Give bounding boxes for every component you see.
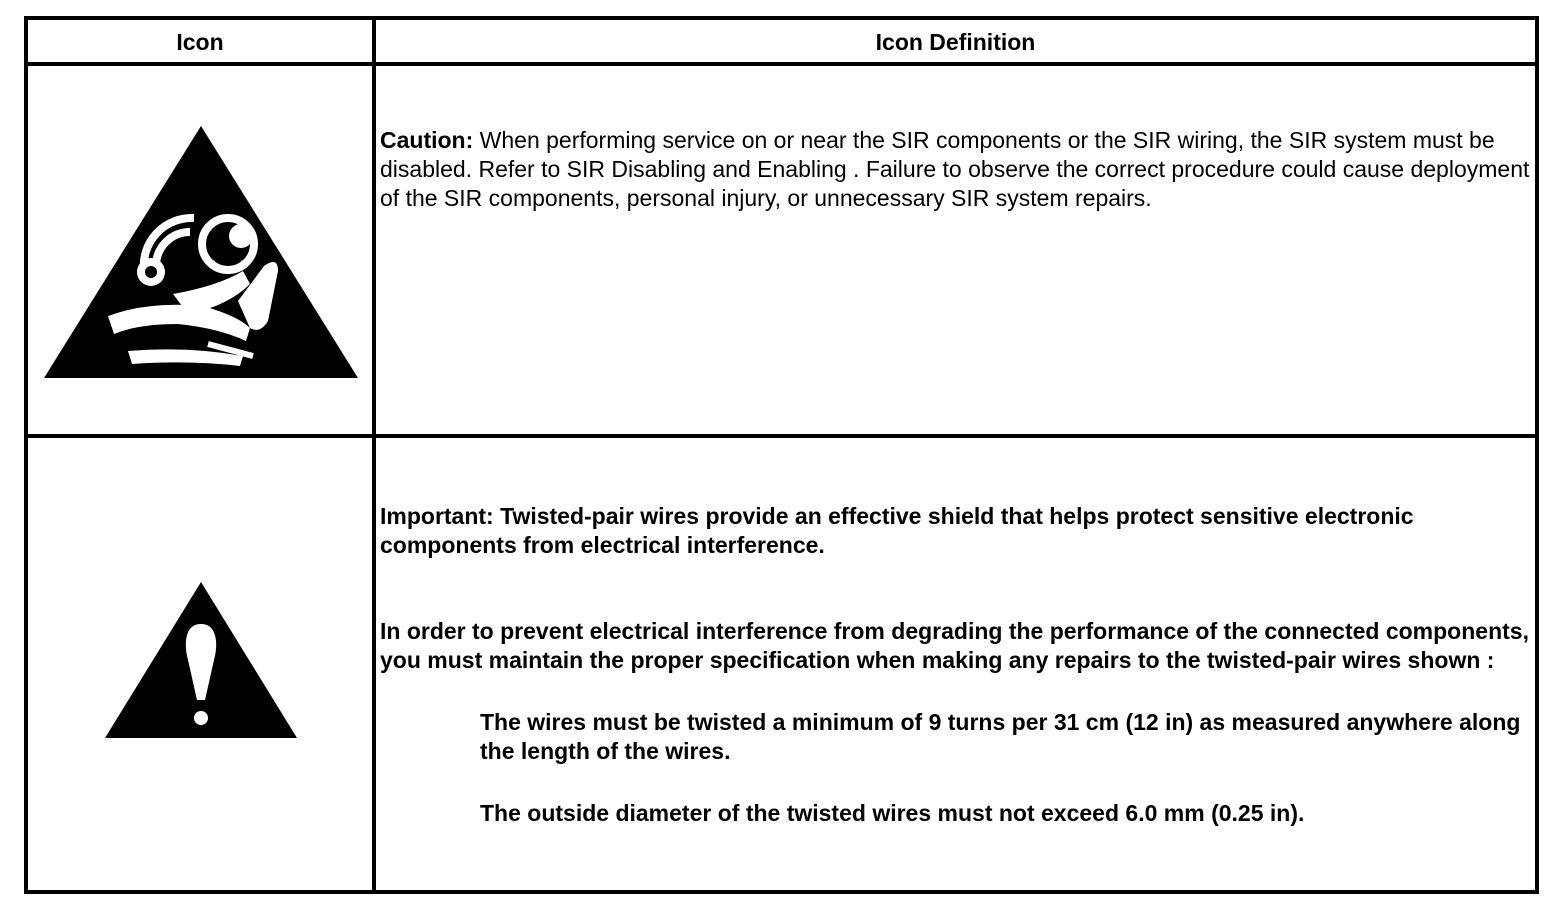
table-row-caution-icon-cell [28, 66, 372, 434]
exclamation-warning-icon [28, 438, 372, 894]
caution-text: When performing service on or near the SIR components or the SIR wiring, the SIR system must be disabled. Refer to SIR Disabling and Enabling . Failure to observe the correct procedure could cause deployment of the SIR components, personal injury, or unnecessary SIR system repairs. [380, 127, 1530, 211]
header-icon-column: Icon [176, 29, 224, 55]
sir-airbag-caution-icon [28, 66, 372, 434]
spec-item-2: The outside diameter of the twisted wires must not exceed 6.0 mm (0.25 in). [480, 800, 1305, 826]
caution-paragraph [380, 126, 1530, 213]
column-divider [372, 20, 376, 890]
order-paragraph: In order to prevent electrical interference from degrading the performance of the connected components, you must maintain the proper specification when making any repairs to the twisted-pair wires shown : [380, 618, 1529, 673]
caution-label: Caution: [380, 127, 474, 153]
important-paragraph: Important: Twisted-pair wires provide an effective shield that helps protect sensitive electronic components from electrical interference. [380, 503, 1414, 558]
header-definition-column: Icon Definition [875, 29, 1036, 55]
table-row-important-definition [380, 502, 1530, 828]
icon-definition-table [24, 16, 1539, 894]
table-row-important-icon-cell [28, 438, 372, 894]
table-row-caution-definition [380, 126, 1530, 213]
spec-item-1: The wires must be twisted a minimum of 9 turns per 31 cm (12 in) as measured anywhere along the length of the wires. [480, 709, 1521, 764]
